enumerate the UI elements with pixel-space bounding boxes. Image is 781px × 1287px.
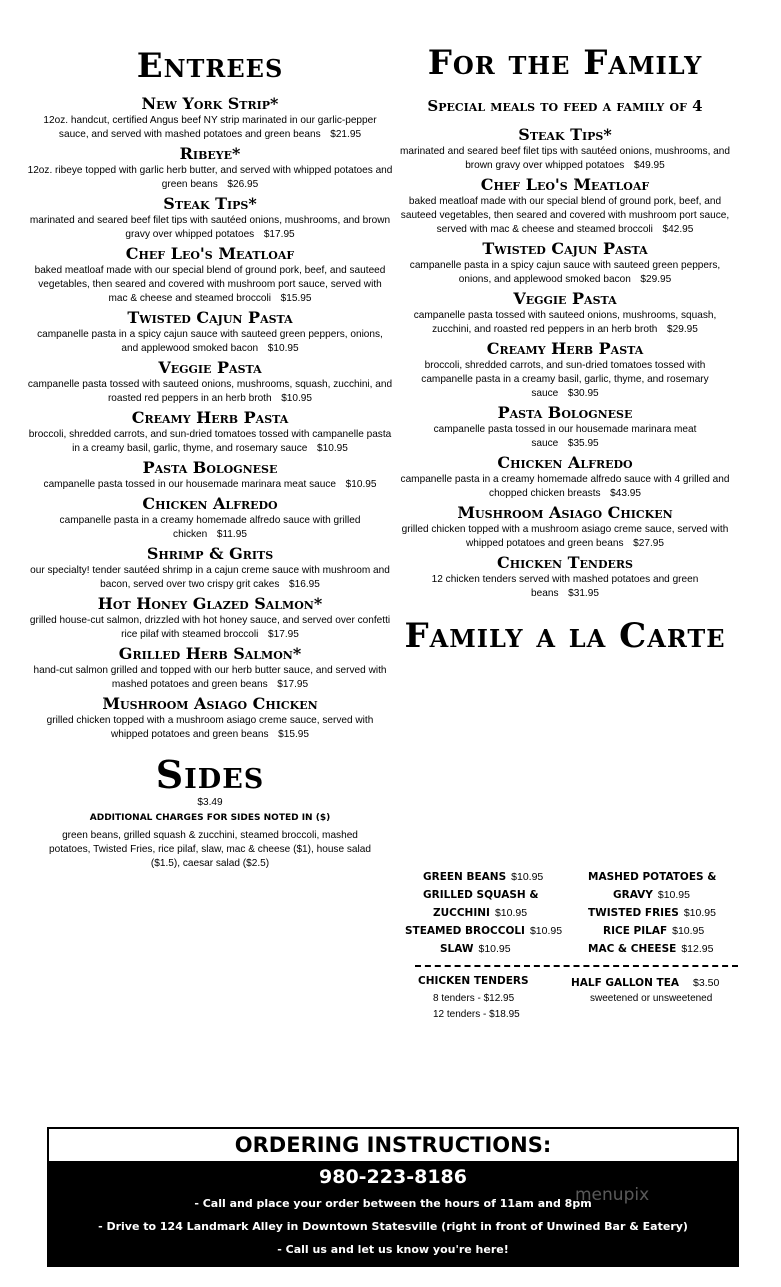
family-title: For the Family bbox=[427, 43, 703, 83]
family-item-price: $29.95 bbox=[640, 273, 672, 285]
entrees-item-description: grilled house-cut salmon, drizzled with hot honey sauce, and served over confetti rice pilaf with steamed broccoli bbox=[29, 614, 391, 640]
alacarte-rice bbox=[603, 922, 704, 940]
family-item-price: $29.95 bbox=[667, 323, 698, 335]
entrees-item bbox=[20, 144, 400, 191]
entrees-item-desc bbox=[28, 713, 393, 741]
family-item-description: 12 chicken tenders served with mashed potatoes and green beans bbox=[431, 573, 699, 599]
entrees-item-description: campanelle pasta in a spicy cajun sauce with sauteed green peppers, onions, and applewood smoked bacon bbox=[37, 328, 383, 354]
family-item-desc bbox=[399, 194, 731, 236]
alacarte-tenders-8: 8 tenders - $12.95 bbox=[433, 993, 515, 1004]
family-item bbox=[392, 339, 738, 400]
entrees-item-price: $10.95 bbox=[345, 478, 377, 490]
entrees-item-desc bbox=[28, 113, 393, 141]
entrees-item-name: Mushroom Asiago Chicken bbox=[102, 694, 318, 713]
family-item-desc bbox=[399, 308, 731, 336]
entrees-item-name: Ribeye* bbox=[179, 144, 241, 163]
entrees-item bbox=[20, 494, 400, 541]
alacarte-tea-note: sweetened or unsweetened bbox=[590, 993, 713, 1004]
ordering-line-3: - Call us and let us know you're here! bbox=[277, 1243, 509, 1256]
entrees-item bbox=[20, 694, 400, 741]
family-item-name: Twisted Cajun Pasta bbox=[482, 239, 648, 258]
entrees-item bbox=[20, 544, 400, 591]
family-item-description: grilled chicken topped with a mushroom asiago creme sauce, served with whipped potatoes and green beans bbox=[401, 523, 729, 549]
family-item bbox=[392, 175, 738, 236]
entrees-item-description: marinated and seared beef filet tips with sautéed onions, mushrooms, and brown gravy over whipped potatoes bbox=[29, 214, 391, 240]
alacarte-fries bbox=[588, 904, 716, 922]
family-item-desc bbox=[399, 358, 731, 400]
family-item-description: baked meatloaf made with our special blend of ground pork, beef, and sauteed vegetables, then seared and covered with mushroom port sauce, served with mac & cheese and steamed broccoli bbox=[400, 195, 730, 235]
alacarte-slaw bbox=[440, 940, 511, 958]
alacarte-broccoli bbox=[405, 922, 562, 940]
entrees-item bbox=[20, 194, 400, 241]
family-item bbox=[392, 553, 738, 600]
alacarte-rice-price: $10.95 bbox=[672, 925, 705, 937]
entrees-item-description: baked meatloaf made with our special blend of ground pork, beef, and sauteed vegetables, then seared and covered with mushroom port sauce, served with mac & cheese and steamed broccoli bbox=[34, 264, 386, 304]
entrees-item-desc bbox=[28, 613, 393, 641]
entrees-item-price: $11.95 bbox=[216, 528, 247, 540]
family-item-name: Veggie Pasta bbox=[513, 289, 617, 308]
alacarte-divider bbox=[415, 965, 738, 967]
family-item-name: Chicken Tenders bbox=[497, 553, 633, 572]
entrees-item-description: hand-cut salmon grilled and topped with our herb butter sauce, and served with mashed potatoes and green beans bbox=[33, 664, 387, 690]
family-item-price: $43.95 bbox=[610, 487, 641, 499]
family-item-description: campanelle pasta in a spicy cajun sauce with sauteed green peppers, onions, and applewood smoked bacon bbox=[409, 259, 721, 285]
family-item-desc bbox=[399, 144, 731, 172]
entrees-item-description: 12oz. ribeye topped with garlic herb butter, and served with whipped potatoes and green beans bbox=[27, 164, 393, 190]
ordering-line-1: - Call and place your order between the hours of 11am and 8pm bbox=[194, 1197, 592, 1210]
sides-note: ADDITIONAL CHARGES FOR SIDES NOTED IN ($) bbox=[89, 813, 331, 823]
family-item-name: Mushroom Asiago Chicken bbox=[457, 503, 673, 522]
alacarte-tenders-12: 12 tenders - $18.95 bbox=[433, 1009, 520, 1020]
entrees-item-name: Pasta Bolognese bbox=[142, 458, 278, 477]
family-item bbox=[392, 403, 738, 450]
entrees-item-name: Hot Honey Glazed Salmon* bbox=[97, 594, 323, 613]
family-item-name: Steak Tips* bbox=[518, 125, 612, 144]
entrees-item bbox=[20, 594, 400, 641]
entrees-item-desc bbox=[28, 513, 393, 541]
entrees-item-name: Chicken Alfredo bbox=[142, 494, 278, 513]
alacarte-squash-label-1: GRILLED SQUASH & bbox=[423, 889, 539, 901]
entrees-item-description: grilled chicken topped with a mushroom asiago creme sauce, served with whipped potatoes and green beans bbox=[46, 714, 374, 740]
entrees-item bbox=[20, 644, 400, 691]
alacarte-broccoli-label: STEAMED BROCCOLI bbox=[405, 925, 525, 937]
entrees-item-name: Veggie Pasta bbox=[158, 358, 262, 377]
entrees-item-name: New York Strip* bbox=[141, 94, 279, 113]
family-item-name: Chef Leo's Meatloaf bbox=[480, 175, 650, 194]
alacarte-tenders-label: CHICKEN TENDERS bbox=[418, 975, 529, 987]
entrees-item bbox=[20, 358, 400, 405]
alacarte-green-beans bbox=[423, 868, 543, 886]
alacarte-tea bbox=[571, 974, 719, 992]
entrees-item-desc bbox=[28, 663, 393, 691]
entrees-item-name: Creamy Herb Pasta bbox=[131, 408, 289, 427]
family-list bbox=[392, 125, 738, 600]
alacarte-fries-label: TWISTED FRIES bbox=[588, 907, 679, 919]
entrees-item-desc bbox=[28, 263, 393, 305]
alacarte-slaw-price: $10.95 bbox=[478, 943, 511, 955]
alacarte-mashed-label-2: GRAVY bbox=[613, 889, 653, 901]
entrees-item-price: $10.95 bbox=[317, 442, 348, 454]
entrees-item-price: $16.95 bbox=[289, 578, 320, 590]
watermark-logo: menupix bbox=[575, 1185, 650, 1205]
family-column bbox=[392, 0, 738, 654]
entrees-item-name: Chef Leo's Meatloaf bbox=[125, 244, 295, 263]
family-item-desc bbox=[399, 422, 731, 450]
entrees-item-price: $15.95 bbox=[278, 728, 309, 740]
alacarte-green-beans-label: GREEN BEANS bbox=[423, 871, 507, 883]
entrees-item bbox=[20, 458, 400, 491]
entrees-item-desc bbox=[28, 427, 393, 455]
entrees-item-name: Shrimp & Grits bbox=[146, 544, 274, 563]
family-item-price: $35.95 bbox=[567, 437, 599, 449]
entrees-item-name: Steak Tips* bbox=[163, 194, 257, 213]
family-item-price: $49.95 bbox=[633, 159, 665, 171]
alacarte-mac bbox=[588, 940, 713, 958]
family-item-description: marinated and seared beef filet tips with sautéed onions, mushrooms, and brown gravy over whipped potatoes bbox=[399, 145, 731, 171]
alacarte-squash-price: $10.95 bbox=[494, 907, 528, 919]
entrees-item-desc bbox=[28, 377, 393, 405]
ordering-phone[interactable]: 980-223-8186 bbox=[319, 1166, 467, 1188]
alacarte-mashed-label-1: MASHED POTATOES & bbox=[588, 871, 717, 883]
family-item bbox=[392, 289, 738, 336]
alacarte-mashed-price: $10.95 bbox=[657, 889, 690, 901]
entrees-item-price: $26.95 bbox=[227, 178, 259, 190]
entrees-item-price: $10.95 bbox=[267, 342, 299, 354]
entrees-title: Entrees bbox=[136, 46, 284, 86]
family-item-desc bbox=[399, 258, 731, 286]
family-item-description: campanelle pasta tossed in our housemade marinara meat sauce bbox=[433, 423, 697, 449]
alacarte-mashed bbox=[613, 886, 690, 904]
alacarte-tea-label: HALF GALLON TEA bbox=[571, 977, 680, 989]
entrees-item bbox=[20, 244, 400, 305]
family-item bbox=[392, 503, 738, 550]
entrees-item-description: 12oz. handcut, certified Angus beef NY strip marinated in our garlic-pepper sauce, and served with mashed potatoes and green beans bbox=[43, 114, 377, 140]
alacarte-mac-price: $12.95 bbox=[681, 943, 714, 955]
entrees-item-desc bbox=[28, 477, 393, 491]
ordering-line-2: - Drive to 124 Landmark Alley in Downtown Statesville (right in front of Unwined Bar & Eatery) bbox=[98, 1220, 688, 1233]
alacarte-broccoli-price: $10.95 bbox=[529, 925, 563, 937]
family-item bbox=[392, 453, 738, 500]
family-subtitle: Special meals to feed a family of 4 bbox=[427, 97, 703, 115]
alacarte-title: Family a la Carte bbox=[404, 616, 726, 656]
sides-price: $3.49 bbox=[197, 796, 223, 808]
entrees-item bbox=[20, 408, 400, 455]
entrees-item-desc bbox=[28, 563, 393, 591]
sides-list: green beans, grilled squash & zucchini, steamed broccoli, mashed potatoes, Twisted Fries, rice pilaf, slaw, mac & cheese ($1), house salad ($1.5), caesar salad ($2.5) bbox=[49, 829, 371, 869]
entrees-item-price: $17.95 bbox=[268, 628, 299, 640]
family-item-description: broccoli, shredded carrots, and sun-dried tomatoes tossed with campanelle pasta in a creamy basil, garlic, thyme, and rosemary sauce bbox=[421, 359, 709, 399]
family-item-price: $30.95 bbox=[567, 387, 599, 399]
alacarte-slaw-label: SLAW bbox=[440, 943, 474, 955]
entrees-item-desc bbox=[28, 163, 393, 191]
entrees-item-description: broccoli, shredded carrots, and sun-dried tomatoes tossed with campanelle pasta in a creamy basil, garlic, thyme, and rosemary sauce bbox=[28, 428, 392, 454]
family-item-description: campanelle pasta in a creamy homemade alfredo sauce with 4 grilled and chopped chicken breasts bbox=[400, 473, 730, 499]
entrees-item-price: $17.95 bbox=[277, 678, 309, 690]
family-item-price: $27.95 bbox=[633, 537, 664, 549]
family-item bbox=[392, 125, 738, 172]
entrees-column bbox=[20, 0, 400, 873]
alacarte-tea-price: $3.50 bbox=[693, 977, 720, 989]
entrees-item-desc bbox=[28, 213, 393, 241]
sides-title: Sides bbox=[155, 752, 265, 797]
entrees-item bbox=[20, 94, 400, 141]
family-item-desc bbox=[399, 572, 731, 600]
ordering-title: ORDERING INSTRUCTIONS: bbox=[49, 1129, 737, 1161]
ordering-box bbox=[47, 1127, 739, 1267]
entrees-item-price: $21.95 bbox=[330, 128, 362, 140]
entrees-item-description: campanelle pasta tossed in our housemade marinara meat sauce bbox=[43, 478, 337, 490]
alacarte-mac-label: MAC & CHEESE bbox=[588, 943, 677, 955]
alacarte-squash bbox=[433, 904, 527, 922]
entrees-item-desc bbox=[28, 327, 393, 355]
entrees-item-description: campanelle pasta in a creamy homemade alfredo sauce with grilled chicken bbox=[59, 514, 361, 540]
entrees-item bbox=[20, 308, 400, 355]
family-item-price: $31.95 bbox=[568, 587, 599, 599]
family-item-name: Creamy Herb Pasta bbox=[486, 339, 644, 358]
entrees-list bbox=[20, 94, 400, 741]
family-item-name: Chicken Alfredo bbox=[497, 453, 633, 472]
family-item-description: campanelle pasta tossed with sauteed onions, mushrooms, squash, zucchini, and roasted red peppers in an herb broth bbox=[413, 309, 717, 335]
family-item-desc bbox=[399, 472, 731, 500]
alacarte-fries-price: $10.95 bbox=[683, 907, 716, 919]
entrees-item-description: our specialty! tender sautéed shrimp in a cajun creme sauce with mushroom and bacon, served over two crispy grit cakes bbox=[30, 564, 390, 590]
family-item-name: Pasta Bolognese bbox=[497, 403, 633, 422]
entrees-item-price: $10.95 bbox=[281, 392, 313, 404]
family-item-desc bbox=[399, 522, 731, 550]
entrees-item-price: $17.95 bbox=[263, 228, 295, 240]
alacarte-rice-label: RICE PILAF bbox=[603, 925, 668, 937]
entrees-item-name: Grilled Herb Salmon* bbox=[118, 644, 302, 663]
entrees-item-name: Twisted Cajun Pasta bbox=[127, 308, 293, 327]
family-item bbox=[392, 239, 738, 286]
alacarte-squash-label-2: ZUCCHINI bbox=[433, 907, 490, 919]
entrees-item-price: $15.95 bbox=[280, 292, 312, 304]
alacarte-green-beans-price: $10.95 bbox=[511, 871, 544, 883]
family-item-price: $42.95 bbox=[662, 223, 694, 235]
entrees-item-description: campanelle pasta tossed with sauteed onions, mushrooms, squash, zucchini, and roasted red peppers in an herb broth bbox=[27, 378, 393, 404]
